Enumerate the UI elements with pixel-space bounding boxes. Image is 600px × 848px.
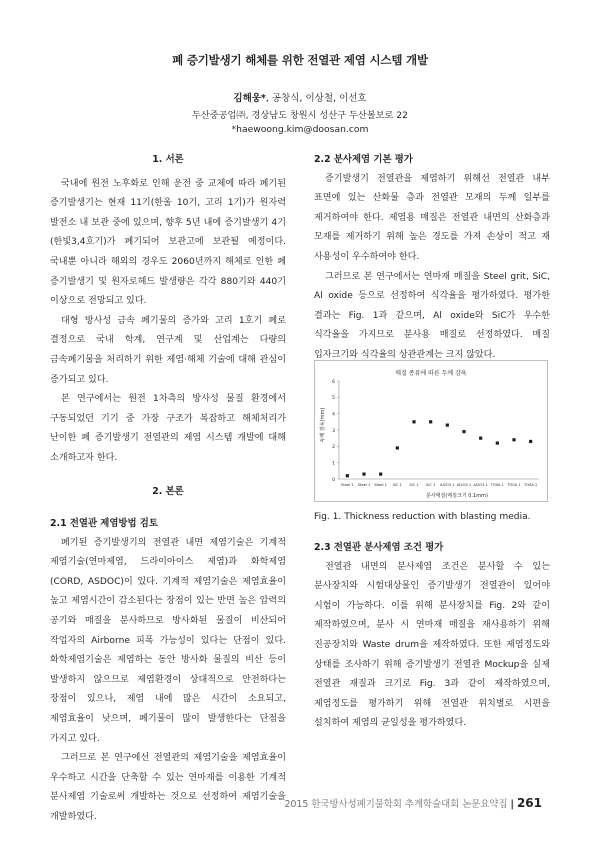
author-list bbox=[0, 90, 600, 104]
figure-1-caption: Fig. 1. Thickness reduction with blasting media. bbox=[314, 512, 531, 522]
right-column-top bbox=[314, 150, 550, 366]
chart-x-tick-label: TOSA 2 bbox=[524, 483, 538, 487]
section-heading-body: 2. 본론 bbox=[152, 485, 184, 497]
chart-x-tick-label: Al2O3 1 bbox=[440, 483, 455, 487]
chart-y-tick-label: 5 bbox=[332, 396, 335, 402]
chart-y-tick-label: 2 bbox=[332, 445, 335, 451]
subsection-heading-2-1: 2.1 전열관 제염방법 검토 bbox=[50, 518, 158, 530]
chart-point bbox=[462, 430, 465, 433]
intro-paragraph-1: 국내에 원전 노후화로 인해 운전 중 교체에 따라 폐기된 증기발생기는 현재 11기(한울 10기, 고리 1기)가 원자력 발전소 내 보관 중에 있으며, 향후 5년 내에 증기발생기 4기(한빛3,4호기)가 폐기되어 보관고에 보관될 예정이다. 국내뿐 아니라 해외의 경우도 2060년까지 해체로 인한 폐 증기발생기 및 원자로헤드 발생량은 각각 880기와 440기 이상으로 전망되고 있다. bbox=[50, 178, 286, 307]
author-email: *haewoong.kim@doosan.com bbox=[231, 124, 369, 135]
chart-x-tick-label: Steel 1 bbox=[357, 483, 371, 487]
page-number: 261 bbox=[516, 796, 542, 810]
chart-point bbox=[446, 424, 449, 427]
footer-separator: | bbox=[510, 799, 514, 810]
chart-point bbox=[379, 473, 382, 476]
subsection-heading-2-3: 2.3 전열관 분사제염 조건 평가 bbox=[314, 542, 444, 553]
chart-point bbox=[479, 437, 482, 440]
chart-point bbox=[362, 473, 365, 476]
co-authors: , 공창식, 이상철, 이선호 bbox=[265, 93, 367, 104]
body-paragraph-2-1-a: 폐기된 증기발생기의 전열관 내면 제염기술은 기계적 제염기술(연마제염, 드라이아이스 제염)과 화학제염(CORD, ASDOC)이 있다. 기계적 제염기술은 제염효율이 높고 제염시간이 감소된다는 장점이 있는 반면 높은 압력의 공기와 매질을 분사하므로 방사화된 물질이 비산되어 작업자의 Airborne 피폭 가능성이 있다는 단점이 있다. 화학제염기술은 제염하는 동안 방사화 물질의 비산 등이 발생하지 않으므로 제염환경이 상대적으로 안전하다는 장점이 있으나, 제염 내에 많은 시간이 소요되고, 제염효율이 낮으며, 폐기물이 많이 발생한다는 단점을 가지고 있다. bbox=[50, 537, 286, 744]
chart-x-tick-label: TOSA 1 bbox=[507, 483, 521, 487]
right-column-bottom bbox=[314, 538, 550, 734]
chart-x-tick-label: SiC 1 bbox=[426, 483, 436, 487]
thickness-reduction-chart bbox=[315, 361, 547, 501]
chart-x-tick-label: SiC 1 bbox=[392, 483, 402, 487]
affiliation: 두산중공업㈜, 경상남도 창원시 성산구 두산볼보로 22 bbox=[192, 110, 408, 121]
chart-point bbox=[412, 420, 415, 423]
footer-proceedings: 2015 한국방사성폐기물학회 추계학술대회 논문요약집 bbox=[284, 799, 508, 810]
chart-point bbox=[346, 474, 349, 477]
left-column bbox=[50, 150, 286, 828]
chart-x-tick-label: Al2O3 1 bbox=[473, 483, 488, 487]
chart-point bbox=[496, 441, 499, 444]
chart-point bbox=[429, 420, 432, 423]
page-footer bbox=[285, 796, 542, 810]
chart-y-axis-label: 두께 감육(mm) bbox=[320, 407, 326, 443]
body-paragraph-2-3: 전열관 내면의 분사제염 조건은 분사할 수 있는 분사장치와 시험대상물인 증기발생기 전열관이 있어야 시험이 가능하다. 이를 위해 분사장치를 Fig. 2와 같이 제작하였으며, 분사 시 연마재 매질을 재사용하기 위해 진공장치와 Waste drum을 제작하였다. 또한 제염정도와 상태를 조사하기 위해 증기발생기 전열관 Mockup을 실제 전열관 재질과 크기로 Fig. 3과 같이 제작하였으며, 제염정도를 평가하기 위해 전열관 위치별로 시편을 설치하여 제염의 균일성을 평가하였다. bbox=[314, 561, 550, 729]
chart-x-tick-label: Steel 1 bbox=[374, 483, 387, 487]
body-paragraph-2-2-b: 그러므로 본 연구에서는 연마재 매질을 Steel grit, SiC, Al oxide 등으로 선정하여 식각율을 평가하였다. 평가한 결과는 Fig. 1과 같으며, Al oxide와 SiC가 우수한 식각율을 가지므로 분사용 매질로 선정하였다. 매질 입자크기와 식각율의 상관관계는 크지 않았다. bbox=[314, 271, 550, 360]
lead-author: 김해웅* bbox=[233, 93, 266, 104]
intro-paragraph-3: 본 연구에서는 원전 1차측의 방사성 물질 환경에서 구동되었던 기기 중 가장 구조가 복잡하고 해체처리가 난이한 폐 증기발생기 전열관의 제염 시스템 개발에 대해 소개하고자 한다. bbox=[50, 394, 286, 463]
chart-x-tick-label: SiC 1 bbox=[409, 483, 419, 487]
chart-x-axis-label: 분사매질(매질크기 0.1mm) bbox=[426, 493, 488, 499]
section-heading-introduction: 1. 서론 bbox=[152, 154, 184, 165]
chart-y-tick-label: 6 bbox=[332, 379, 335, 385]
chart-point bbox=[396, 446, 399, 449]
intro-paragraph-2: 대형 방사성 금속 폐기물의 증가와 고리 1호기 폐로 결정으로 국내 학계, 연구계 및 산업계는 다량의 금속폐기물을 처리하기 위한 제염·해체 기술에 대해 관심이 증가되고 있다. bbox=[50, 315, 286, 385]
chart-y-tick-label: 0 bbox=[332, 477, 335, 483]
chart-x-tick-label: Al2O3 1 bbox=[456, 483, 472, 487]
chart-point bbox=[529, 440, 532, 443]
body-paragraph-2-2-a: 증기발생기 전열관을 제염하기 위해선 전열관 내부 표면에 있는 산화물 층과 전열관 모재의 두께 일부를 제거하여야 한다. 제염용 매질은 전열관 내면의 산화층과 모재를 제거하기 위해 높은 경도를 가져 손상이 적고 재 사용성이 우수하여야 한다. bbox=[314, 173, 550, 262]
subsection-heading-2-2: 2.2 분사제염 기본 평가 bbox=[314, 154, 413, 165]
figure-1 bbox=[314, 360, 548, 502]
chart-y-tick-label: 3 bbox=[332, 428, 335, 434]
chart-title: 매질 종류에 따른 두께 감육 bbox=[395, 370, 467, 377]
paper-title: 폐 증기발생기 해체를 위한 전열관 제염 시스템 개발 bbox=[172, 53, 428, 67]
chart-point bbox=[512, 438, 515, 441]
chart-x-tick-label: Steel 1 bbox=[341, 483, 354, 487]
chart-y-tick-label: 1 bbox=[332, 461, 335, 467]
chart-y-tick-label: 4 bbox=[332, 412, 335, 418]
chart-x-tick-label: TOSA 1 bbox=[490, 483, 504, 487]
body-paragraph-2-1-b: 그러므로 본 연구에선 전열관의 제염기술을 제염효율이 우수하고 시간을 단축할 수 있는 연마재를 이용한 기계적 분사제염 기술로써 개발하는 것으로 선정하여 제염기술을 개발하였다. bbox=[50, 753, 286, 822]
